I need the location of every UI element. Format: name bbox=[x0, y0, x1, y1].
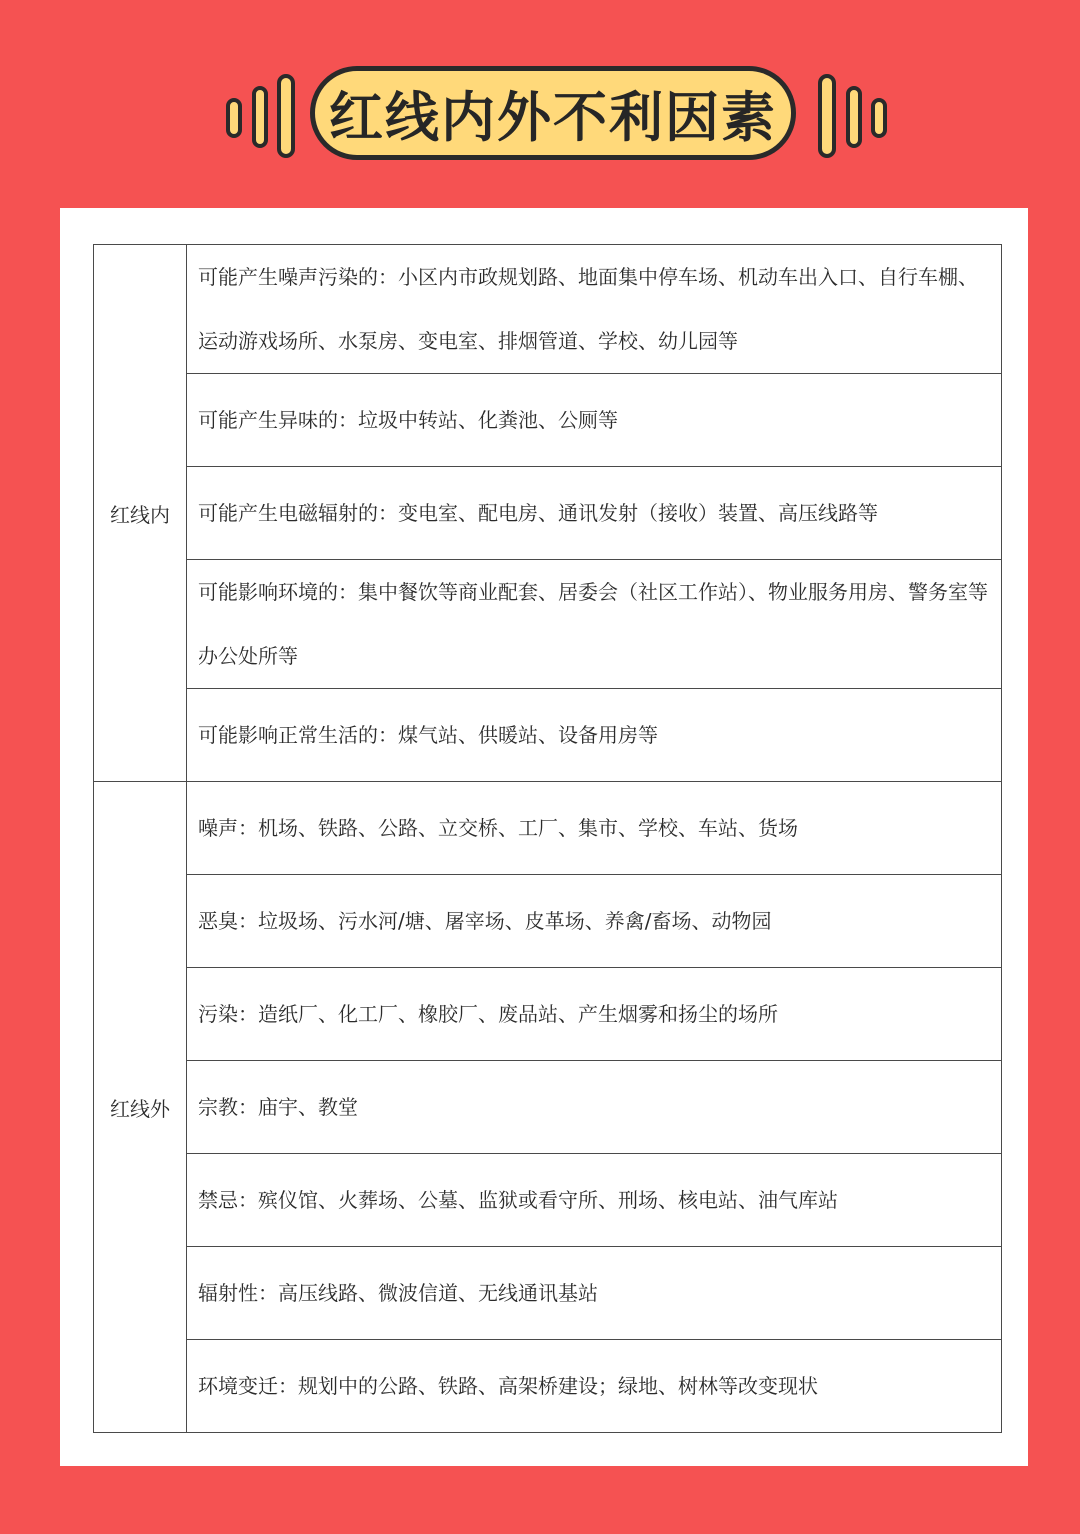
decorative-bar-left-3 bbox=[277, 74, 295, 158]
table-cell: 污染：造纸厂、化工厂、橡胶厂、废品站、产生烟雾和扬尘的场所 bbox=[187, 968, 1002, 1061]
table-row bbox=[94, 374, 1002, 467]
table-cell: 可能产生电磁辐射的：变电室、配电房、通讯发射（接收）装置、高压线路等 bbox=[187, 467, 1002, 560]
table-cell: 恶臭：垃圾场、污水河/塘、屠宰场、皮革场、养禽/畜场、动物园 bbox=[187, 875, 1002, 968]
table-row bbox=[94, 245, 1002, 374]
table-cell: 宗教：庙宇、教堂 bbox=[187, 1061, 1002, 1154]
factors-table bbox=[93, 244, 1002, 1433]
table-cell: 可能影响环境的：集中餐饮等商业配套、居委会（社区工作站）、物业服务用房、警务室等办公处所等 bbox=[187, 560, 1002, 689]
section-label-outside: 红线外 bbox=[94, 782, 187, 1433]
decorative-bar-left-2 bbox=[252, 86, 268, 148]
content-card bbox=[60, 208, 1028, 1466]
section-label-inside: 红线内 bbox=[94, 245, 187, 782]
table-cell: 噪声：机场、铁路、公路、立交桥、工厂、集市、学校、车站、货场 bbox=[187, 782, 1002, 875]
table-row bbox=[94, 467, 1002, 560]
table-row bbox=[94, 968, 1002, 1061]
table-cell: 可能影响正常生活的：煤气站、供暖站、设备用房等 bbox=[187, 689, 1002, 782]
table-row bbox=[94, 1061, 1002, 1154]
table-cell: 禁忌：殡仪馆、火葬场、公墓、监狱或看守所、刑场、核电站、油气库站 bbox=[187, 1154, 1002, 1247]
decorative-bar-left-1 bbox=[226, 98, 242, 138]
table-row bbox=[94, 1340, 1002, 1433]
page-title: 红线内外不利因素 bbox=[310, 66, 796, 160]
table-cell: 环境变迁：规划中的公路、铁路、高架桥建设；绿地、树林等改变现状 bbox=[187, 1340, 1002, 1433]
table-row bbox=[94, 1247, 1002, 1340]
header-banner bbox=[0, 0, 1080, 200]
decorative-bar-right-1 bbox=[818, 74, 836, 158]
table-row bbox=[94, 1154, 1002, 1247]
decorative-bar-right-3 bbox=[871, 98, 887, 138]
table-row bbox=[94, 875, 1002, 968]
table-cell: 可能产生异味的：垃圾中转站、化粪池、公厕等 bbox=[187, 374, 1002, 467]
table-row bbox=[94, 689, 1002, 782]
table-cell: 辐射性：高压线路、微波信道、无线通讯基站 bbox=[187, 1247, 1002, 1340]
decorative-bar-right-2 bbox=[846, 86, 862, 148]
table-row bbox=[94, 560, 1002, 689]
table-row bbox=[94, 782, 1002, 875]
table-cell: 可能产生噪声污染的：小区内市政规划路、地面集中停车场、机动车出入口、自行车棚、运动游戏场所、水泵房、变电室、排烟管道、学校、幼儿园等 bbox=[187, 245, 1002, 374]
